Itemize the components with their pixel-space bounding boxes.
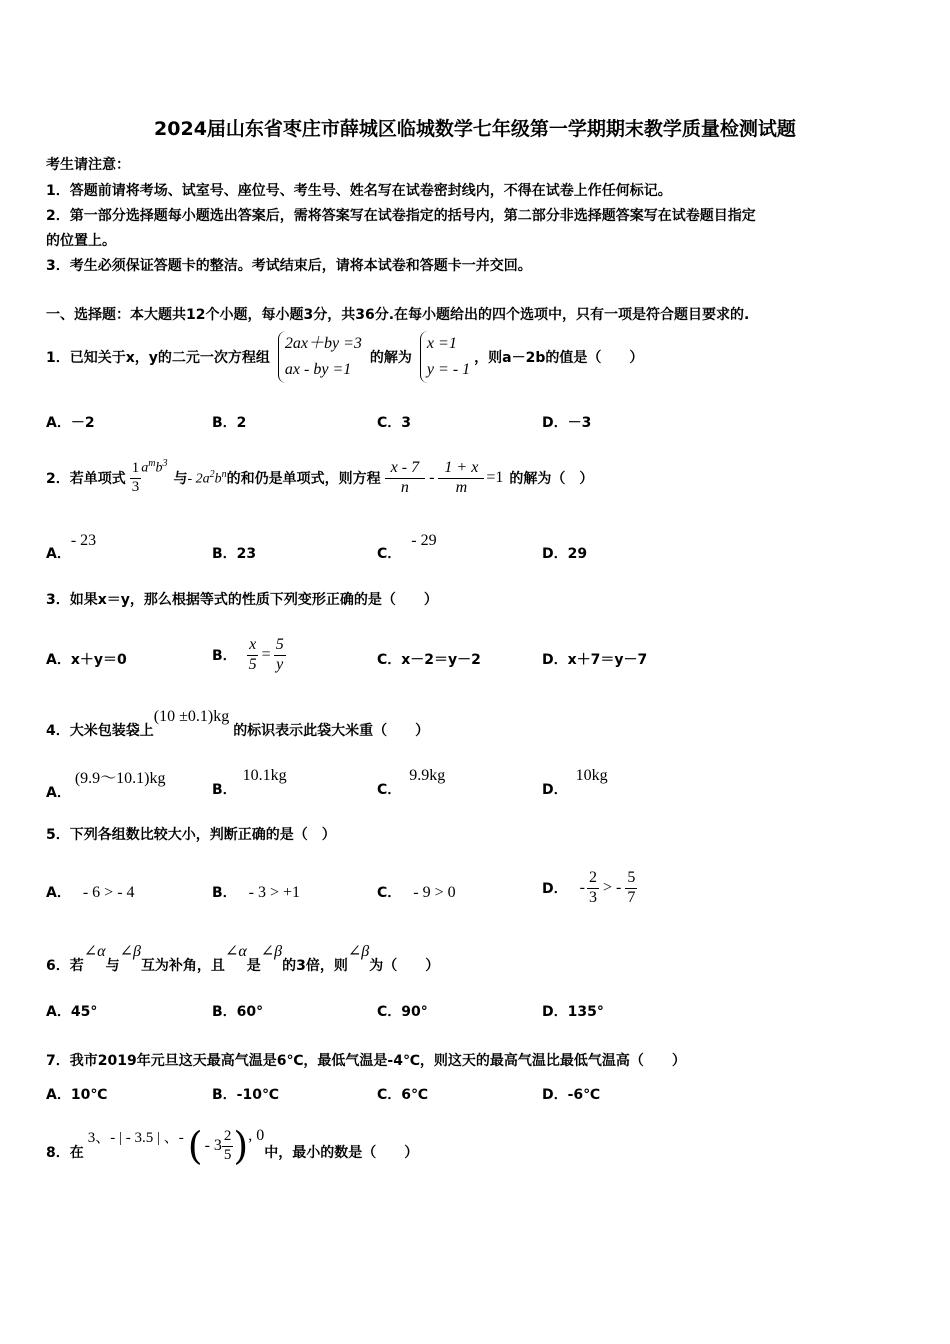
q4-option-c-value: 9.9kg — [409, 767, 446, 784]
q2-frac1 — [385, 459, 425, 497]
question-2 — [46, 445, 593, 511]
q1-stem-post: ，则a－2b的值是（ ） — [474, 350, 644, 366]
q2-mono1-num: 1 — [130, 460, 142, 478]
q5-d-minus: - — [579, 879, 585, 896]
q4-option-a[interactable]: A．(9.9～10.1)kg — [46, 770, 166, 801]
q2-option-a-value: - 23 — [70, 532, 97, 549]
q2-option-b[interactable]: B．23 — [212, 546, 257, 562]
q6-angle-beta-3: ∠β — [347, 943, 370, 960]
q2-option-d[interactable]: D．29 — [542, 546, 588, 562]
q8-tail: , 0 — [248, 1127, 265, 1144]
q8-left-paren: ( — [187, 1124, 203, 1168]
q2-option-c-value: - 29 — [411, 532, 437, 549]
q1-option-c[interactable]: C．3 — [377, 415, 412, 431]
q4-option-d[interactable]: D．10kg — [542, 767, 608, 798]
q1-eq2: ax - by =1 — [284, 361, 352, 378]
question-3: 3．如果x＝y，那么根据等式的性质下列变形正确的是（ ） — [46, 592, 438, 608]
q1-solution — [420, 331, 470, 382]
q8-list: 3、- | - 3.5 | 、- — [87, 1129, 184, 1146]
q7-option-d[interactable]: D．-6℃ — [542, 1087, 601, 1103]
q6-option-a[interactable]: A．45° — [46, 1004, 98, 1020]
q4-option-b[interactable]: B．10.1kg — [212, 767, 287, 798]
q6-option-b[interactable]: B．60° — [212, 1004, 264, 1020]
q1-option-d[interactable]: D．－3 — [542, 415, 592, 431]
q2-frac2 — [438, 459, 484, 497]
q2-mono1: $a^mb^3$ — [141, 457, 168, 476]
q5-d-frac2: $\frac{5}{7}$ — [627, 869, 636, 906]
q8-right-paren: ) — [233, 1124, 249, 1168]
page-title: 2024届山东省枣庄市薛城区临城数学七年级第一学期期末教学质量检测试题 — [154, 118, 796, 140]
q3-b-frac1: $\frac{x}{5}$ — [248, 636, 257, 673]
q8-post: 中，最小的数是（ ） — [264, 1145, 419, 1161]
q5-option-a[interactable]: A． - 6 > - 4 — [46, 884, 135, 901]
question-1 — [46, 328, 643, 386]
q7-option-c[interactable]: C．6℃ — [377, 1087, 428, 1103]
q1-system — [278, 331, 362, 382]
q2-option-a[interactable]: A．- 23 — [46, 532, 97, 562]
q2-mono1-den: 3 — [131, 478, 140, 495]
q2-stem-pre: 2．若单项式 — [46, 471, 126, 487]
q5-d-mid: > - — [602, 879, 622, 896]
question-5: 5．下列各组数比较大小，判断正确的是（ ） — [46, 827, 336, 843]
q8-frac: $\frac{2}{5}$ — [223, 1128, 232, 1163]
q1-s2: y = - 1 — [426, 361, 471, 378]
question-4: 4．大米包装袋上(10 ±0.1)kg的标识表示此袋大米重（ ） — [46, 708, 430, 739]
section-heading: 一、选择题：本大题共12个小题，每小题3分，共36分.在每小题给出的四个选项中，只有一项是符合题目要求的. — [46, 307, 750, 323]
q4-expr: (10 ±0.1)kg — [153, 708, 230, 725]
q4-option-a-value: (9.9～10.1)kg — [74, 770, 166, 787]
q4-option-c[interactable]: C．9.9kg — [377, 767, 446, 798]
q2-frac1-den: n — [400, 478, 409, 496]
q5-option-d[interactable]: D． - $\frac{2}{3}$ > - $\frac{5}{7}$ — [542, 869, 636, 906]
q7-option-b[interactable]: B．-10℃ — [212, 1087, 279, 1103]
q2-frac1-num: x - 7 — [385, 459, 425, 478]
q3-option-a[interactable]: A．x＋y＝0 — [46, 652, 127, 668]
notice-line-2a: 2．第一部分选择题每小题选出答案后，需将答案写在试卷指定的括号内，第二部分非选择题答案写在试卷题目指定 — [46, 208, 756, 224]
q1-option-a[interactable]: A．－2 — [46, 415, 95, 431]
question-8: 8．在 3、- | - 3.5 | 、- ( - 3 $\frac{2}{5}$ ) , 0 中，最小的数是（ ） — [46, 1124, 419, 1168]
notice-line-3: 3．考生必须保证答题卡的整洁。考试结束后，请将本试卷和答题卡一并交回。 — [46, 258, 532, 274]
q5-option-c-value: - 9 > 0 — [413, 884, 456, 901]
q2-stem-mid2: 的和仍是单项式，则方程 — [226, 471, 381, 487]
q1-s1: x =1 — [426, 335, 457, 353]
q6-option-d[interactable]: D．135° — [542, 1004, 604, 1020]
q2-mono2: - $2a^2b^n$ — [187, 468, 227, 487]
q5-option-c[interactable]: C． - 9 > 0 — [377, 884, 456, 901]
question-6: 6．若∠α与∠β互为补角，且∠α是∠β的3倍，则∠β为（ ） — [46, 943, 440, 974]
q2-minus: - — [429, 469, 435, 486]
q2-stem-post: 的解为（ ） — [509, 471, 594, 487]
notice-heading: 考生请注意： — [46, 157, 130, 173]
notice-line-2b: 的位置上。 — [46, 233, 116, 249]
q6-angle-beta-1: ∠β — [119, 943, 141, 960]
notice-line-1: 1．答题前请将考场、试室号、座位号、考生号、姓名写在试卷密封线内，不得在试卷上作任何标记。 — [46, 183, 672, 199]
q4-option-d-value: 10kg — [575, 767, 608, 784]
q8-paren-in: - 3 — [204, 1137, 222, 1154]
q6-angle-alpha-2: ∠α — [224, 943, 247, 960]
q5-option-b[interactable]: B． - 3 > +1 — [212, 884, 301, 901]
q2-frac2-num: 1 + x — [438, 459, 484, 478]
q2-mono1-coef — [130, 460, 142, 496]
q1-eq1: 2ax＋by =3 — [284, 335, 362, 353]
question-7: 7．我市2019年元旦这天最高气温是6℃，最低气温是-4℃，则这天的最高气温比最低气温高（ ） — [46, 1053, 686, 1069]
q1-stem-mid: 的解为 — [369, 350, 412, 366]
q2-stem-mid1: 与 — [173, 471, 188, 487]
q6-angle-beta-2: ∠β — [260, 943, 283, 960]
q1-option-b[interactable]: B．2 — [212, 415, 247, 431]
q5-d-frac1: $\frac{2}{3}$ — [588, 869, 597, 906]
q3-option-d[interactable]: D．x＋7＝y－7 — [542, 652, 648, 668]
q2-option-c[interactable]: C．- 29 — [377, 532, 437, 562]
q7-option-a[interactable]: A．10℃ — [46, 1087, 108, 1103]
q1-stem-pre: 1．已知关于x，y的二元一次方程组 — [46, 350, 270, 366]
q5-option-b-value: - 3 > +1 — [248, 884, 301, 901]
q6-angle-alpha-1: ∠α — [83, 943, 106, 960]
q3-b-frac2: $\frac{5}{y}$ — [275, 636, 284, 673]
q2-frac2-den: m — [455, 478, 468, 496]
q4-option-b-value: 10.1kg — [242, 767, 287, 784]
q3-option-c[interactable]: C．x－2＝y－2 — [377, 652, 481, 668]
q3-option-b[interactable]: B． $\frac{x}{5}$ = $\frac{5}{y}$ — [212, 636, 284, 673]
q2-eq: =1 — [486, 469, 504, 486]
q5-option-a-value: - 6 > - 4 — [82, 884, 135, 901]
q3-b-eq: = — [261, 646, 271, 663]
q6-option-c[interactable]: C．90° — [377, 1004, 428, 1020]
